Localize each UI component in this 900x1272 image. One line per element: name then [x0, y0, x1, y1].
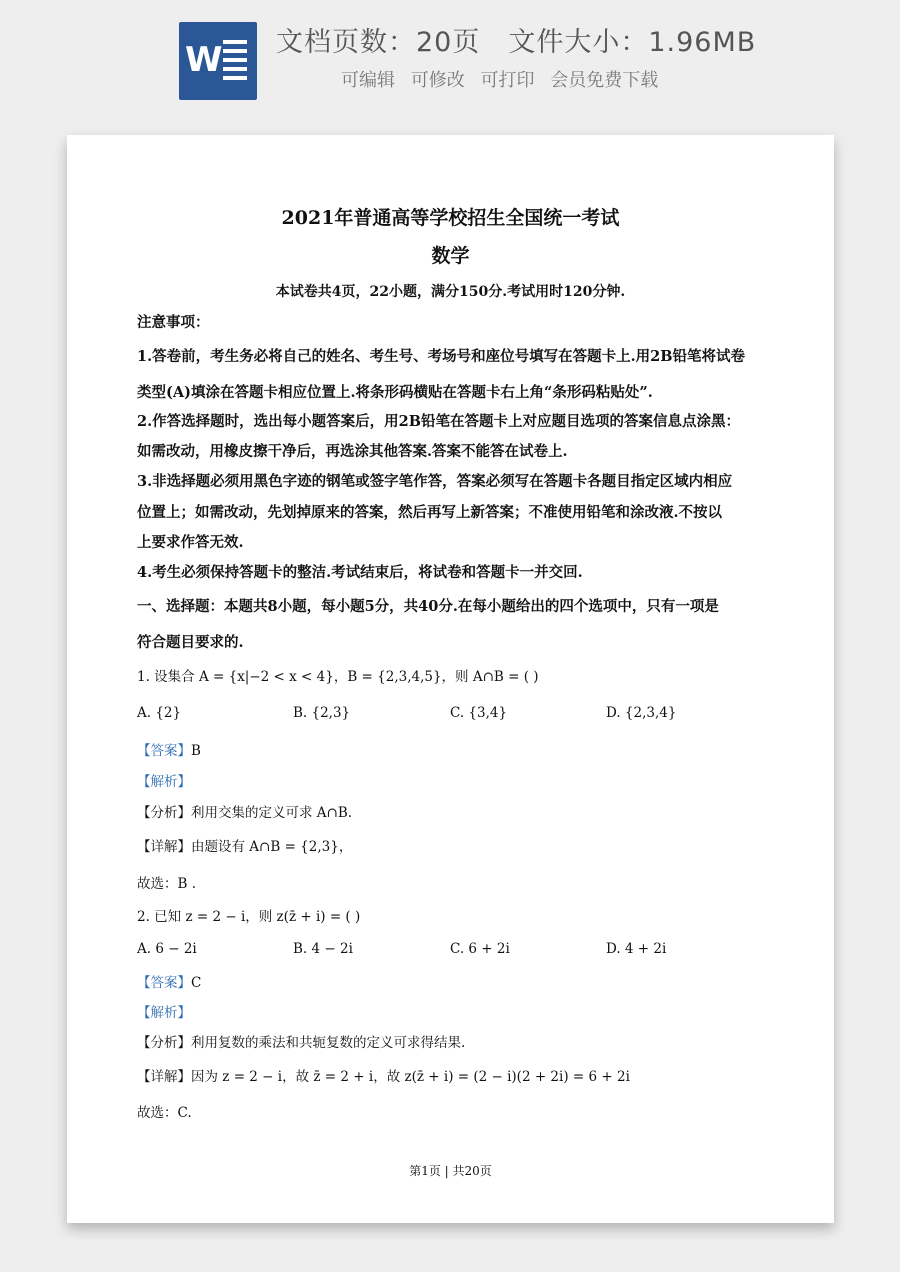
q2-xiangjie: [137, 1065, 630, 1085]
document-page: [67, 135, 834, 1223]
q2-option-a: A. 6 − 2i: [137, 941, 197, 957]
notice-line: 3.非选择题必须用黑色字迹的钢笔或签字笔作答，答案必须写在答题卡各题目指定区域内相应: [137, 473, 733, 490]
notice-line: 类型(A)填涂在答题卡相应位置上.将条形码横贴在答题卡右上角“条形码粘贴处”.: [137, 384, 653, 401]
q1-analysis-tag: 【解析】: [137, 774, 191, 790]
feature-editable: 可编辑: [341, 70, 395, 91]
q2-option-b: B. 4 − 2i: [293, 941, 353, 957]
q2-option-d: D. 4 + 2i: [606, 941, 667, 957]
xiangjie-tag: 【详解】: [137, 839, 191, 855]
notice-line: 上要求作答无效.: [137, 534, 244, 551]
section-heading: 符合题目要求的.: [137, 634, 244, 651]
feature-printable: 可打印: [480, 70, 535, 91]
word-doc-icon: [179, 22, 257, 100]
feature-member-free: 会员免费下载: [550, 70, 659, 91]
q1-xiangjie: [137, 835, 352, 855]
notice-line: 位置上；如需改动，先划掉原来的答案，然后再写上新答案；不准使用铅笔和涂改液.不按以: [137, 504, 723, 521]
page-count: 文档页数：20页: [276, 27, 481, 58]
q2-analysis-tag: 【解析】: [137, 1005, 191, 1021]
q1-option-c: C. {3,4}: [450, 705, 508, 721]
q1-stem: 1. 设集合 A = {x|−2 < x < 4}，B = {2,3,4,5}，则 A∩B = ( ): [137, 669, 539, 685]
notice-line: 如需改动，用橡皮擦干净后，再选涂其他答案.答案不能答在试卷上.: [137, 443, 568, 460]
q1-fenxi: [137, 801, 352, 821]
notice-line: 2.作答选择题时，选出每小题答案后，用2B铅笔在答题卡上对应题目选项的答案信息点涂黑：: [137, 413, 740, 430]
q1-choice: 故选：B .: [137, 876, 197, 892]
q2-xiangjie-text: 因为 z = 2 − i，故 z̄ = 2 + i，故 z(z̄ + i) = (2 − i)(2 + 2i) = 6 + 2i: [191, 1069, 630, 1085]
q1-answer-value: B: [191, 743, 201, 759]
doc-info: 本试卷共4页，22小题，满分150分.考试用时120分钟.: [275, 284, 626, 300]
answer-tag: 【答案】: [137, 743, 191, 759]
q2-fenxi: [137, 1031, 465, 1051]
fenxi-tag: 【分析】: [137, 1035, 191, 1051]
banner-features: [341, 66, 668, 92]
notice-line: 1.答卷前，考生务必将自己的姓名、考生号、考场号和座位号填写在答题卡上.用2B铅笔将试卷: [137, 348, 746, 365]
xiangjie-tag: 【详解】: [137, 1069, 191, 1085]
q1-option-b: B. {2,3}: [293, 705, 351, 721]
q2-fenxi-text: 利用复数的乘法和共轭复数的定义可求得结果.: [191, 1035, 466, 1051]
q2-answer: [137, 971, 201, 991]
q2-stem: 2. 已知 z = 2 − i，则 z(z̄ + i) = ( ): [137, 909, 361, 925]
feature-modifiable: 可修改: [410, 70, 465, 91]
q1-answer: [137, 739, 201, 759]
section-heading: 一、选择题：本题共8小题，每小题5分，共40分.在每小题给出的四个选项中，只有一项是: [137, 598, 719, 615]
word-icon-letter: W: [185, 40, 223, 80]
q1-fenxi-text: 利用交集的定义可求 A∩B.: [191, 805, 353, 821]
q1-option-a: A. {2}: [137, 705, 182, 721]
q1-option-d: D. {2,3,4}: [606, 705, 677, 721]
q2-choice: 故选：C.: [137, 1105, 192, 1121]
download-banner: [0, 0, 900, 120]
page-footer: 第1页 | 共20页: [409, 1164, 492, 1178]
fenxi-tag: 【分析】: [137, 805, 191, 821]
q2-answer-value: C: [191, 975, 202, 991]
notice-line: 4.考生必须保持答题卡的整洁.考试结束后，将试卷和答题卡一并交回.: [137, 564, 583, 581]
doc-subject: 数学: [431, 245, 470, 267]
q2-option-c: C. 6 + 2i: [450, 941, 510, 957]
doc-title: 2021年普通高等学校招生全国统一考试: [281, 207, 620, 229]
file-size: 文件大小：1.96MB: [508, 27, 757, 58]
answer-tag: 【答案】: [137, 975, 191, 991]
q1-xiangjie-text: 由题设有 A∩B = {2,3}，: [191, 839, 353, 855]
notice-heading: 注意事项：: [137, 314, 210, 331]
banner-title: [276, 20, 784, 59]
